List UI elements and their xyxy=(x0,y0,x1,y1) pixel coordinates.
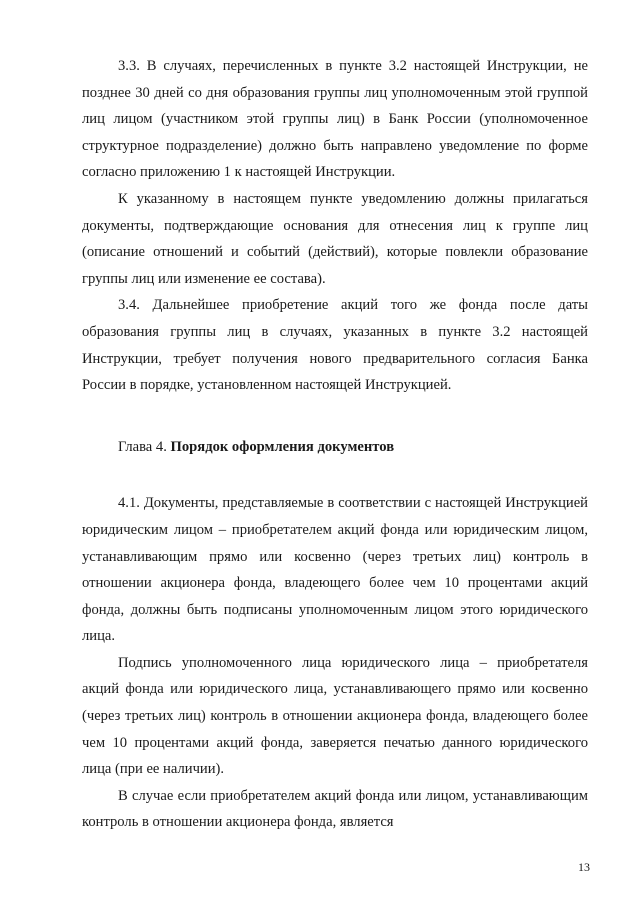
document-body xyxy=(82,53,588,836)
paragraph-attachments: К указанному в настоящем пункте уведомлению должны прилагаться документы, подтверждающие основания для отнесения лиц к группе лиц (описание отношений и событий (действий), которые повлекли образование группы лиц или изменение ее состава). xyxy=(82,190,588,287)
chapter-title: Порядок оформления документов xyxy=(170,438,395,455)
page-number: 13 xyxy=(578,860,590,874)
paragraph-3-4: 3.4. Дальнейшее приобретение акций того же фонда после даты образования группы лиц в случаях, указанных в пункте 3.2 настоящей Инструкции, требует получения нового предварительного согласия Банка России в порядке, установленном настоящей Инструкцией. xyxy=(82,297,588,394)
chapter-prefix: Глава 4. xyxy=(118,438,171,455)
chapter-heading xyxy=(82,434,588,461)
paragraph-3-3: 3.3. В случаях, перечисленных в пункте 3.2 настоящей Инструкции, не позднее 30 дней со дня образования группы лиц уполномоченным этой группой лиц лицом (участником этой группы лиц) в Банк России (уполномоченное структурное подразделение) должно быть направлено уведомление по форме согласно приложению 1 к настоящей Инструкции. xyxy=(82,58,588,181)
paragraph-case: В случае если приобретателем акций фонда или лицом, устанавливающим контроль в отношении акционера фонда, является xyxy=(82,787,588,831)
paragraph-signature: Подпись уполномоченного лица юридического лица – приобретателя акций фонда или юридического лица, устанавливающего прямо или косвенно (через третьих лиц) контроль в отношении акционера фонда, владеющего более чем 10 процентами акций фонда, заверяется печатью данного юридического лица (при ее наличии). xyxy=(82,654,588,778)
paragraph-4-1: 4.1. Документы, представляемые в соответствии с настоящей Инструкцией юридическим лицом – приобретателем акций фонда или юридическим лицом, устанавливающим прямо или косвенно (через третьих лиц) контроль в отношении акционера фонда, владеющего более чем 10 процентами акций фонда, должны быть подписаны уполномоченным лицом этого юридического лица. xyxy=(82,495,588,645)
